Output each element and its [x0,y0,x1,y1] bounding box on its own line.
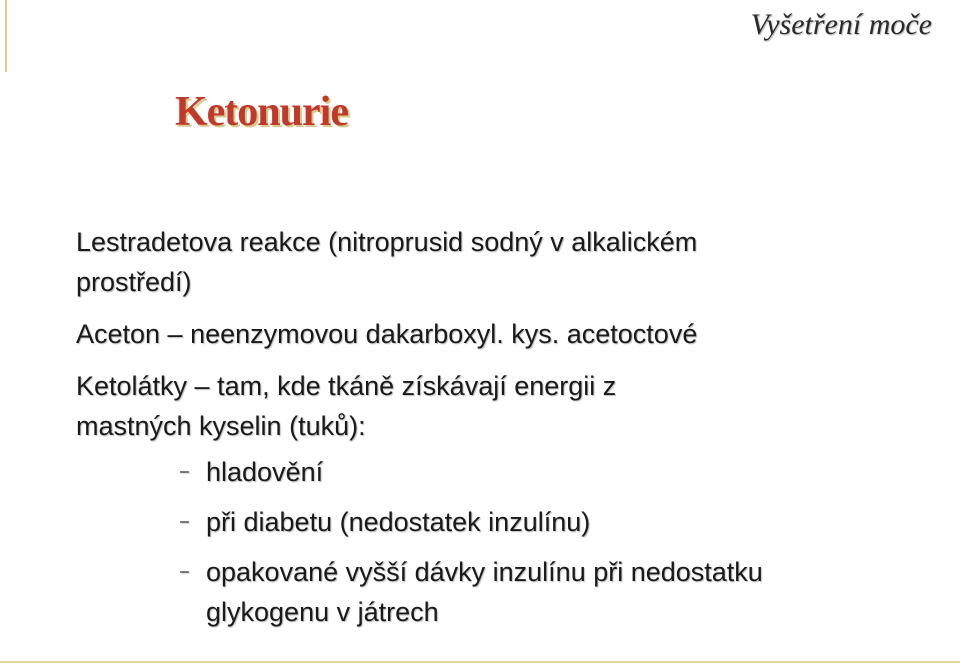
header-title: Vyšetření moče [750,8,932,41]
paragraph-line: Ketolátky – tam, kde tkáně získávají energii z [76,371,617,401]
list-item [76,552,956,632]
frame-bottom-rule [0,661,960,663]
list-item-text: opakované vyšší dávky inzulínu při nedostatku [206,557,763,587]
paragraph-line: prostředí) [76,267,192,297]
paragraph-lestradet [76,222,956,302]
paragraph-line: Aceton – neenzymovou dakarboxyl. kys. acetoctové [76,319,698,349]
dash-bullet: – [180,563,189,580]
list-item-text: hladovění [206,457,324,487]
slide-title: Ketonurie [175,89,348,135]
paragraph-ketolatky [76,366,956,446]
paragraph-aceton [76,314,956,354]
list-item-text: glykogenu v játrech [206,597,439,627]
list-item [76,452,956,492]
paragraph-line: mastných kyselin (tuků): [76,411,366,441]
frame-left-rule [5,0,7,72]
dash-bullet: – [180,513,189,530]
content-area [76,222,956,642]
list-item-text: při diabetu (nedostatek inzulínu) [206,507,591,537]
ketone-causes-list [76,452,956,632]
list-item [76,502,956,542]
dash-bullet: – [180,463,189,480]
paragraph-line: Lestradetova reakce (nitroprusid sodný v alkalickém [76,227,698,257]
